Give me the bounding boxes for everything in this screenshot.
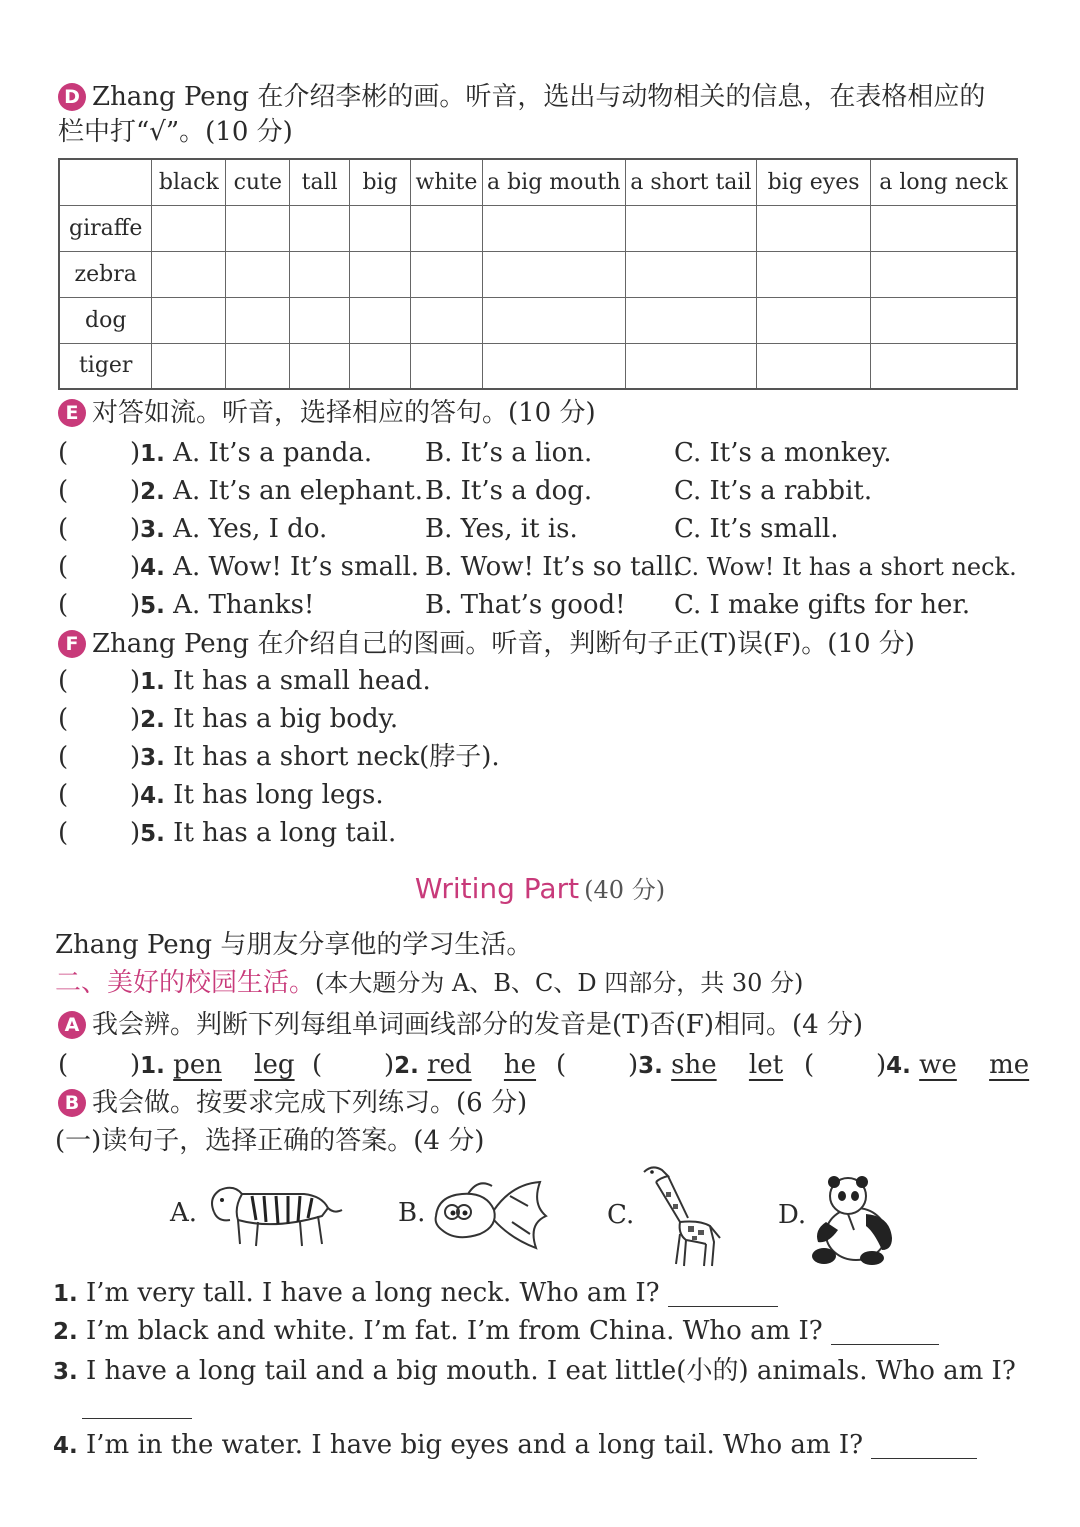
option-b: B. It’s a lion. bbox=[425, 438, 593, 468]
section-e-heading bbox=[58, 396, 596, 430]
table-header-row bbox=[59, 159, 1017, 205]
option-c: C. I make gifts for her. bbox=[674, 590, 971, 620]
section-badge-e: E bbox=[58, 399, 86, 427]
answer-paren[interactable]: ( bbox=[58, 742, 69, 772]
panda-icon bbox=[808, 1170, 898, 1266]
word-pair-item bbox=[556, 1048, 783, 1083]
option-a: A. Wow! It’s small. bbox=[173, 552, 420, 582]
picture-label: B. bbox=[398, 1198, 426, 1228]
check-cell[interactable] bbox=[152, 343, 226, 389]
check-cell[interactable] bbox=[350, 343, 411, 389]
section-b-title: 我会做。按要求完成下列练习。(6 分) bbox=[92, 1088, 528, 1118]
item-number: 4. bbox=[140, 783, 165, 809]
list-item bbox=[58, 436, 372, 471]
list-item bbox=[58, 702, 398, 737]
check-cell[interactable] bbox=[226, 205, 290, 251]
tiger-icon bbox=[204, 1172, 344, 1254]
check-cell[interactable] bbox=[226, 297, 290, 343]
item-number: 1. bbox=[140, 1053, 165, 1079]
item-number: 2. bbox=[140, 479, 165, 505]
writing-part-title: Writing Part bbox=[414, 872, 580, 905]
word-one: pen bbox=[173, 1050, 222, 1080]
option-c: C. It’s small. bbox=[674, 514, 839, 544]
question-text: I have a long tail and a big mouth. I eat little(小的) animals. Who am I? bbox=[86, 1356, 1016, 1386]
table-row-header: giraffe bbox=[59, 205, 152, 251]
item-number: 4. bbox=[140, 555, 165, 581]
check-cell[interactable] bbox=[226, 343, 290, 389]
check-cell[interactable] bbox=[757, 343, 871, 389]
answer-paren[interactable]: ( bbox=[58, 818, 69, 848]
answer-paren[interactable]: ( bbox=[58, 1050, 69, 1080]
paren-close: ) bbox=[130, 704, 141, 734]
section-badge-f: F bbox=[58, 630, 86, 658]
answer-paren[interactable]: ( bbox=[312, 1050, 323, 1080]
item-number: 4. bbox=[886, 1053, 911, 1079]
check-cell[interactable] bbox=[482, 251, 625, 297]
paren-close: ) bbox=[130, 818, 141, 848]
item-number: 5. bbox=[140, 593, 165, 619]
question-text: I’m in the water. I have big eyes and a long tail. Who am I? bbox=[86, 1430, 864, 1460]
check-cell[interactable] bbox=[757, 297, 871, 343]
part2-heading bbox=[55, 966, 803, 1000]
option-b: B. It’s a dog. bbox=[425, 476, 593, 506]
paren-close: ) bbox=[130, 666, 141, 696]
question-item bbox=[53, 1276, 778, 1311]
section-b-heading bbox=[58, 1086, 527, 1120]
option-c: C. It’s a monkey. bbox=[674, 438, 892, 468]
list-item bbox=[58, 664, 431, 699]
option-b: B. Wow! It’s so tall. bbox=[425, 552, 681, 582]
paren-close: ) bbox=[130, 780, 141, 810]
table-column-header: a short tail bbox=[625, 159, 757, 205]
giraffe-icon bbox=[640, 1162, 724, 1270]
statement-text: It has a small head. bbox=[173, 666, 431, 696]
check-cell[interactable] bbox=[482, 343, 625, 389]
table-column-header: cute bbox=[226, 159, 290, 205]
paren-close: ) bbox=[130, 742, 141, 772]
table-column-header: tall bbox=[290, 159, 350, 205]
check-cell[interactable] bbox=[757, 205, 871, 251]
paren-close: ) bbox=[130, 552, 141, 582]
option-b: B. That’s good! bbox=[425, 590, 626, 620]
list-item bbox=[58, 550, 419, 585]
question-text: I’m black and white. I’m fat. I’m from China. Who am I? bbox=[86, 1316, 823, 1346]
paren-close: ) bbox=[628, 1050, 639, 1080]
item-number: 3. bbox=[53, 1359, 78, 1385]
section-d-line1: Zhang Peng 在介绍李彬的画。听音，选出与动物相关的信息，在表格相应的 bbox=[92, 82, 986, 112]
check-cell[interactable] bbox=[290, 297, 350, 343]
list-item bbox=[58, 474, 423, 509]
picture-label: A. bbox=[170, 1198, 198, 1228]
paren-close: ) bbox=[130, 1050, 141, 1080]
option-a: A. Thanks! bbox=[173, 590, 315, 620]
animal-info-table bbox=[58, 158, 1018, 390]
check-cell[interactable] bbox=[625, 343, 757, 389]
list-item bbox=[58, 816, 396, 851]
picture-label: D. bbox=[778, 1200, 807, 1230]
answer-blank[interactable] bbox=[668, 1280, 778, 1307]
item-number: 4. bbox=[53, 1433, 78, 1459]
table-row bbox=[59, 343, 1017, 389]
table-row-header: zebra bbox=[59, 251, 152, 297]
answer-paren[interactable]: ( bbox=[804, 1050, 815, 1080]
check-cell[interactable] bbox=[870, 205, 1017, 251]
paren-close: ) bbox=[384, 1050, 395, 1080]
check-cell[interactable] bbox=[350, 205, 411, 251]
check-cell[interactable] bbox=[870, 297, 1017, 343]
section-e-title: 对答如流。听音，选择相应的答句。(10 分) bbox=[92, 398, 596, 428]
item-number: 3. bbox=[140, 517, 165, 543]
check-cell[interactable] bbox=[411, 297, 483, 343]
check-cell[interactable] bbox=[152, 297, 226, 343]
check-cell[interactable] bbox=[152, 251, 226, 297]
section-badge-d: D bbox=[58, 83, 86, 111]
word-two: leg bbox=[254, 1050, 295, 1080]
section-f-title: Zhang Peng 在介绍自己的图画。听音，判断句子正(T)误(F)。(10 分) bbox=[92, 629, 915, 659]
check-cell[interactable] bbox=[226, 251, 290, 297]
table-corner-cell bbox=[59, 159, 152, 205]
answer-paren[interactable]: ( bbox=[58, 780, 69, 810]
question-item bbox=[53, 1354, 1016, 1389]
statement-text: It has a big body. bbox=[173, 704, 399, 734]
table-row bbox=[59, 205, 1017, 251]
item-number: 2. bbox=[140, 707, 165, 733]
check-cell[interactable] bbox=[411, 205, 483, 251]
answer-paren[interactable]: ( bbox=[58, 666, 69, 696]
check-cell[interactable] bbox=[411, 251, 483, 297]
check-cell[interactable] bbox=[870, 251, 1017, 297]
answer-paren[interactable]: ( bbox=[58, 438, 69, 468]
table-row bbox=[59, 251, 1017, 297]
word-pair-item bbox=[804, 1048, 1029, 1083]
table-column-header: black bbox=[152, 159, 226, 205]
question-item bbox=[53, 1428, 977, 1463]
option-b: B. Yes, it is. bbox=[425, 514, 578, 544]
check-cell[interactable] bbox=[290, 343, 350, 389]
word-one: we bbox=[919, 1050, 957, 1080]
item-number: 1. bbox=[53, 1281, 78, 1307]
answer-paren[interactable]: ( bbox=[58, 552, 69, 582]
section-a-heading bbox=[58, 1008, 863, 1042]
section-badge-a: A bbox=[58, 1011, 86, 1039]
option-a: A. Yes, I do. bbox=[173, 514, 328, 544]
table-column-header: big eyes bbox=[757, 159, 871, 205]
check-cell[interactable] bbox=[350, 251, 411, 297]
list-item bbox=[58, 778, 384, 813]
statement-text: It has a short neck(脖子). bbox=[173, 742, 500, 772]
goldfish-icon bbox=[428, 1176, 552, 1256]
table-row bbox=[59, 297, 1017, 343]
answer-blank[interactable] bbox=[82, 1392, 192, 1419]
option-a: A. It’s a panda. bbox=[173, 438, 373, 468]
item-number: 2. bbox=[53, 1319, 78, 1345]
table-column-header: a big mouth bbox=[482, 159, 625, 205]
word-two: he bbox=[503, 1050, 537, 1080]
writing-part-score: (40 分) bbox=[584, 876, 666, 904]
option-a: A. It’s an elephant. bbox=[173, 476, 424, 506]
paren-close: ) bbox=[130, 514, 141, 544]
paren-close: ) bbox=[130, 590, 141, 620]
paren-close: ) bbox=[130, 476, 141, 506]
list-item bbox=[58, 588, 314, 623]
writing-part-heading bbox=[0, 870, 1080, 905]
table-column-header: big bbox=[350, 159, 411, 205]
item-number: 2. bbox=[394, 1053, 419, 1079]
check-cell[interactable] bbox=[482, 205, 625, 251]
section-badge-b: B bbox=[58, 1089, 86, 1117]
question-text: I’m very tall. I have a long neck. Who am I? bbox=[86, 1278, 660, 1308]
word-one: red bbox=[427, 1050, 472, 1080]
list-item bbox=[58, 740, 500, 775]
check-cell[interactable] bbox=[152, 205, 226, 251]
section-b-sub1: (一)读句子，选择正确的答案。(4 分) bbox=[55, 1126, 485, 1156]
item-number: 5. bbox=[140, 821, 165, 847]
table-column-header: a long neck bbox=[870, 159, 1017, 205]
table-row-header: dog bbox=[59, 297, 152, 343]
check-cell[interactable] bbox=[625, 251, 757, 297]
check-cell[interactable] bbox=[625, 205, 757, 251]
list-item bbox=[58, 512, 327, 547]
answer-blank[interactable] bbox=[871, 1432, 977, 1459]
section-f-heading bbox=[58, 627, 915, 661]
answer-paren[interactable]: ( bbox=[556, 1050, 567, 1080]
check-cell[interactable] bbox=[350, 297, 411, 343]
item-number: 3. bbox=[140, 745, 165, 771]
part2-title: 二、美好的校园生活。 bbox=[55, 968, 316, 998]
question-item bbox=[53, 1314, 939, 1349]
paren-close: ) bbox=[130, 438, 141, 468]
option-c: C. It’s a rabbit. bbox=[674, 476, 873, 506]
answer-paren[interactable]: ( bbox=[58, 590, 69, 620]
word-pair-item bbox=[58, 1048, 295, 1083]
table-row-header: tiger bbox=[59, 343, 152, 389]
part2-note: (本大题分为 A、B、C、D 四部分，共 30 分) bbox=[315, 969, 804, 997]
answer-blank[interactable] bbox=[831, 1318, 939, 1345]
table-column-header: white bbox=[411, 159, 483, 205]
item-number: 1. bbox=[140, 441, 165, 467]
word-two: me bbox=[989, 1050, 1030, 1080]
check-cell[interactable] bbox=[290, 205, 350, 251]
answer-paren[interactable]: ( bbox=[58, 704, 69, 734]
statement-text: It has long legs. bbox=[173, 780, 384, 810]
option-c: C. Wow! It has a short neck. bbox=[674, 553, 1017, 581]
intro-text: Zhang Peng 与朋友分享他的学习生活。 bbox=[55, 930, 533, 960]
answer-paren[interactable]: ( bbox=[58, 476, 69, 506]
section-d-heading bbox=[58, 80, 985, 114]
check-cell[interactable] bbox=[411, 343, 483, 389]
statement-text: It has a long tail. bbox=[173, 818, 397, 848]
check-cell[interactable] bbox=[290, 251, 350, 297]
item-number: 3. bbox=[638, 1053, 663, 1079]
answer-paren[interactable]: ( bbox=[58, 514, 69, 544]
check-cell[interactable] bbox=[870, 343, 1017, 389]
check-cell[interactable] bbox=[482, 297, 625, 343]
item-number: 1. bbox=[140, 669, 165, 695]
section-a-title: 我会辨。判断下列每组单词画线部分的发音是(T)否(F)相同。(4 分) bbox=[92, 1010, 864, 1040]
check-cell[interactable] bbox=[757, 251, 871, 297]
word-one: she bbox=[671, 1050, 717, 1080]
section-d-line2: 栏中打“√”。(10 分) bbox=[58, 117, 293, 147]
word-two: let bbox=[748, 1050, 784, 1080]
picture-label: C. bbox=[607, 1200, 635, 1230]
word-pair-item bbox=[312, 1048, 536, 1083]
check-cell[interactable] bbox=[625, 297, 757, 343]
paren-close: ) bbox=[876, 1050, 887, 1080]
